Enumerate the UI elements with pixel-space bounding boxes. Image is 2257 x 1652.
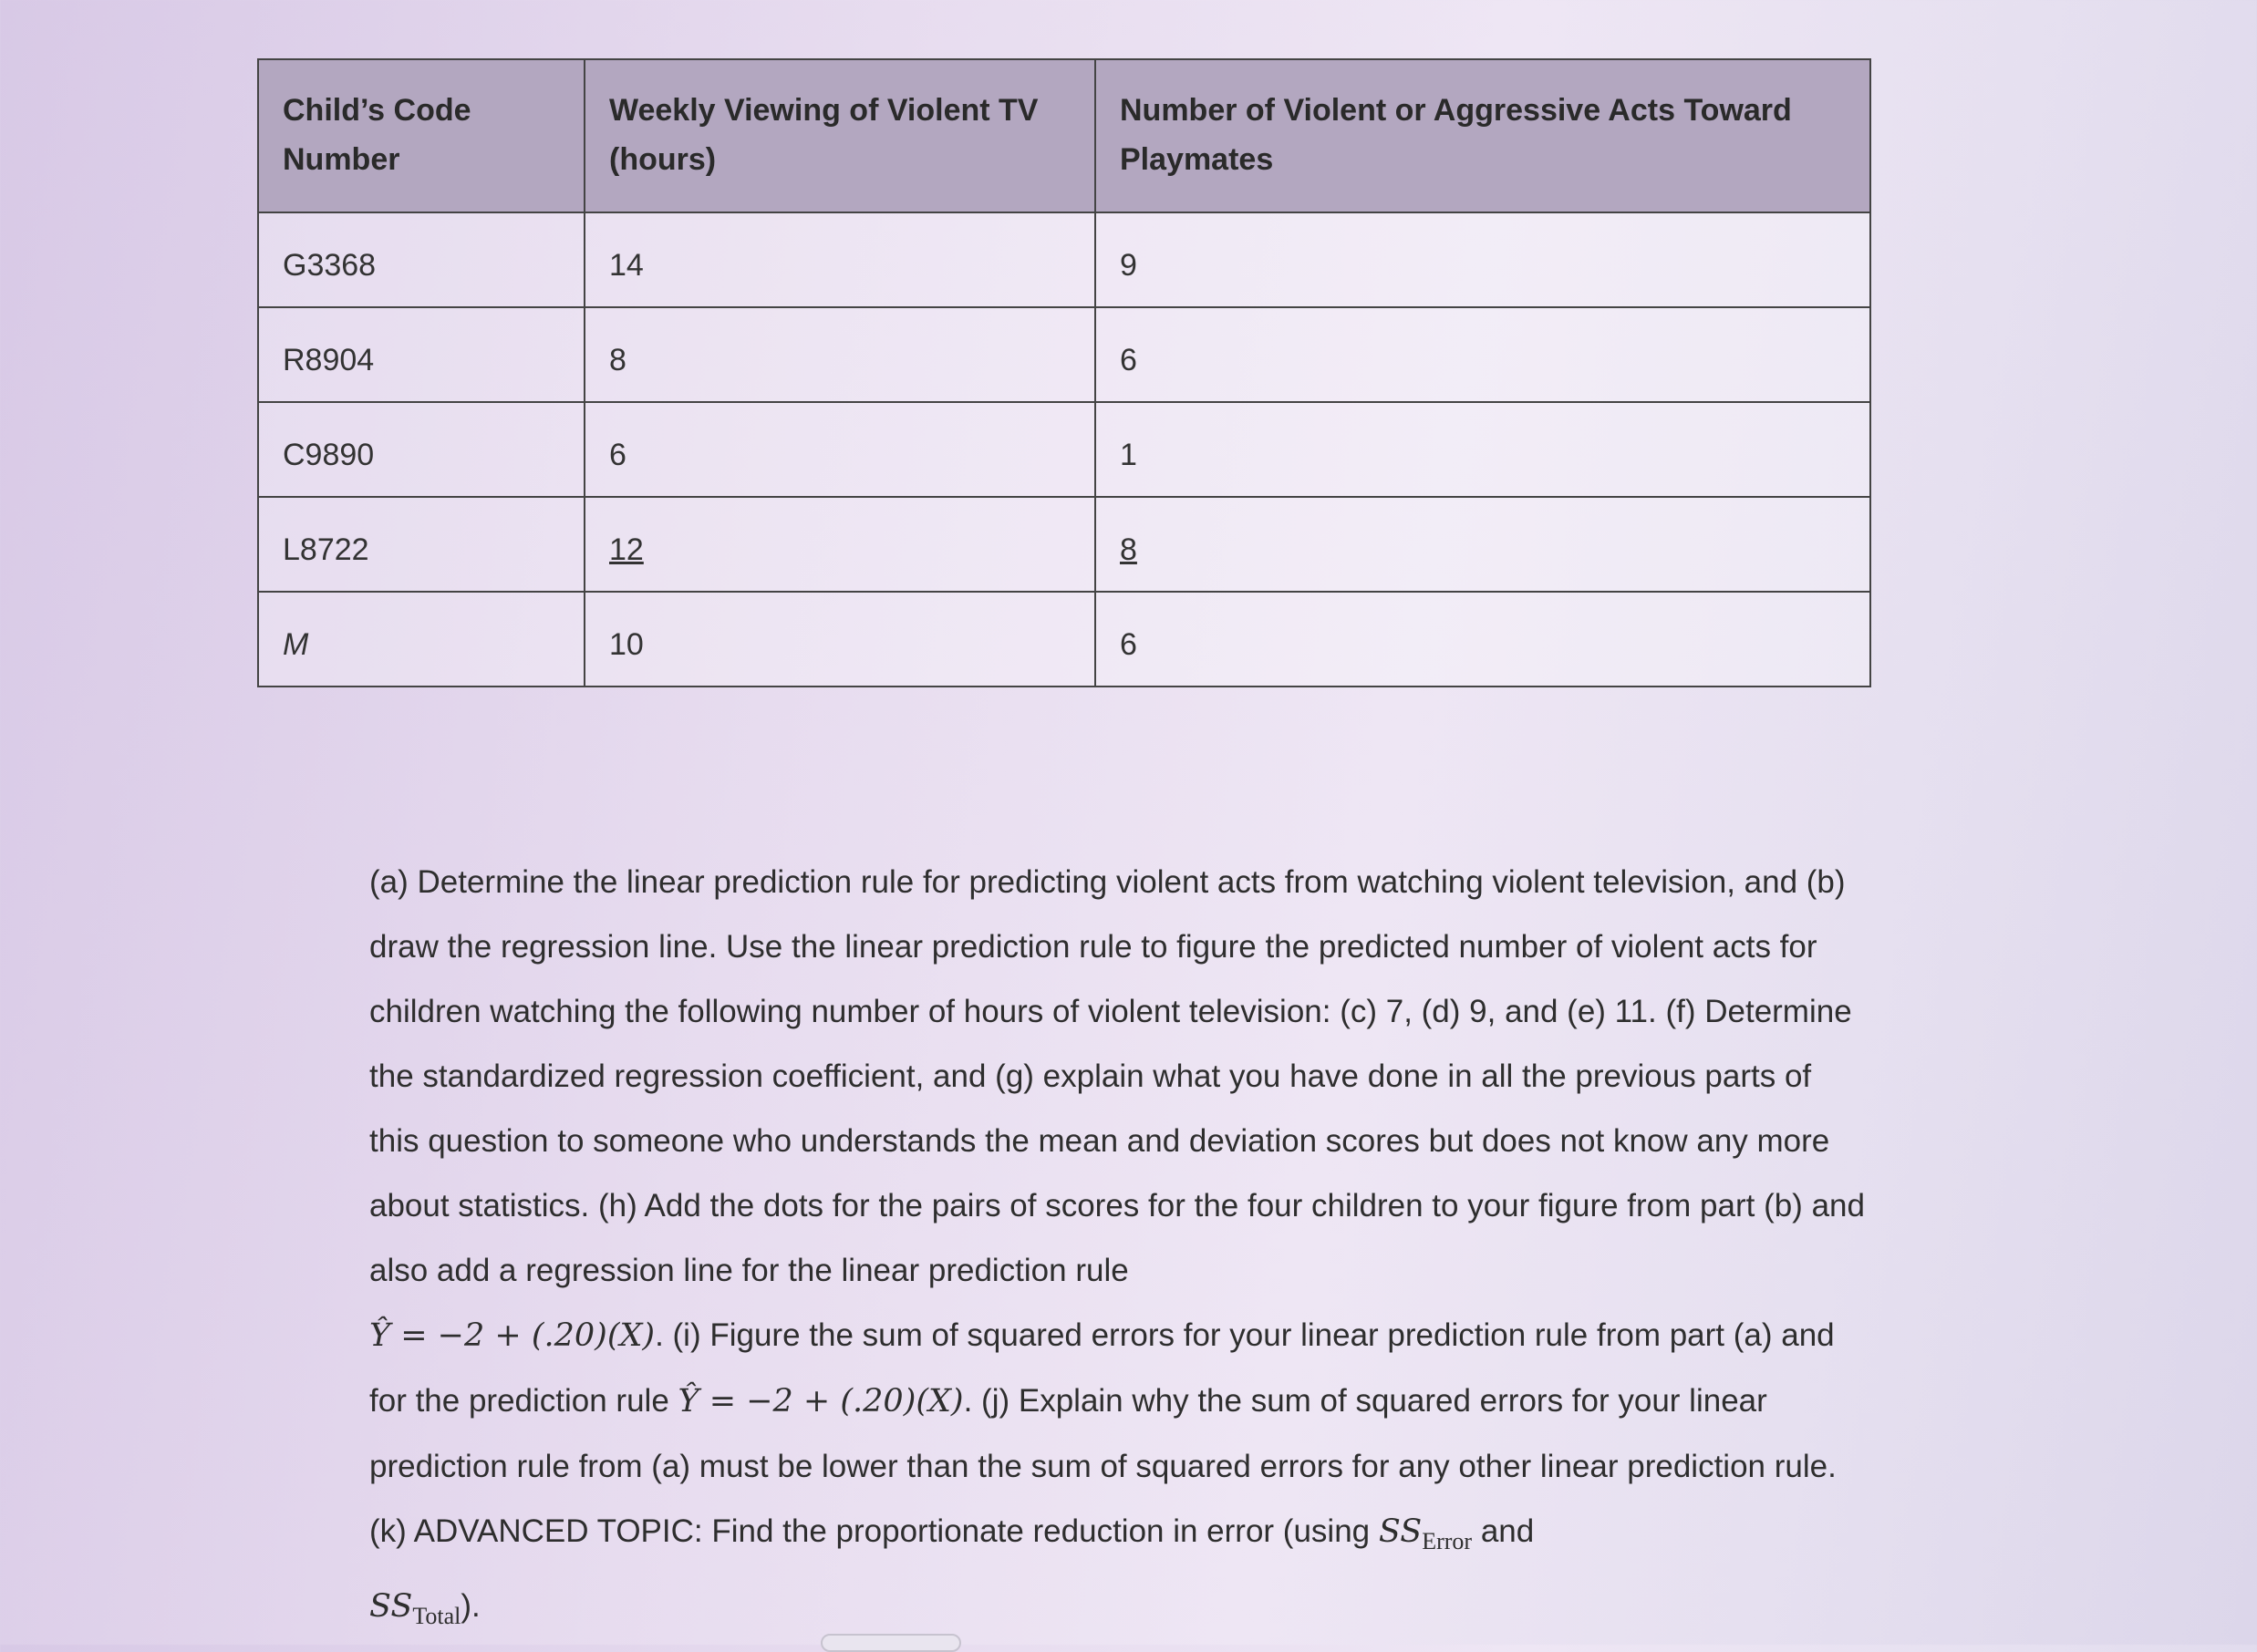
mean-row — [258, 592, 1870, 687]
table-header-row — [258, 59, 1870, 212]
data-table-container — [257, 58, 1869, 687]
question-end: ). — [461, 1588, 481, 1624]
question-part-i: . (i) Figure the sum of squared errors for your linear prediction rule from part (a) and for the prediction rule — [369, 1317, 1835, 1419]
ss-total-base: SS — [369, 1588, 413, 1625]
table-row — [258, 402, 1870, 497]
table-row — [258, 497, 1870, 592]
cell-hours: 6 — [585, 402, 1095, 497]
question-part-j-k: . (j) Explain why the sum of squared errors for your linear prediction rule from (a) must be lower than the sum of squared errors for any other linear prediction rule. (k) ADVANCED TOPIC: Find the proportionate reduction in error (using — [369, 1383, 1837, 1549]
mean-label-cell — [258, 592, 585, 687]
and-word: and — [1480, 1513, 1535, 1549]
table-row — [258, 307, 1870, 402]
prediction-rule-1: Ŷ = −2 + (.20)(X) — [369, 1317, 656, 1354]
mean-hours: 10 — [585, 592, 1095, 687]
bottom-handle — [821, 1634, 961, 1652]
cell-hours-value: 12 — [609, 532, 644, 567]
cell-acts — [1095, 497, 1870, 592]
mean-acts: 6 — [1095, 592, 1870, 687]
question-part-a-to-h: (a) Determine the linear prediction rule for predicting violent acts from watching violent television, and (b) draw the regression line. Use the linear prediction rule to figure the predicted number of violent acts for children watching the following number of hours of violent television: (c) 7, (d) 9, and (e) 11. (f) Determine the standardized regression coefficient, and (g) explain what you have done in all the previous parts of this question to someone who understands the mean and deviation scores but does not know any more about statistics. (h) Add the dots for the pairs of scores for the four children to your figure from part (b) and also add a regression line for the linear prediction rule — [369, 864, 1865, 1288]
question-paragraph — [369, 850, 1865, 1648]
ss-error-subscript: Error — [1422, 1528, 1473, 1554]
cell-hours — [585, 497, 1095, 592]
cell-code: R8904 — [258, 307, 585, 402]
cell-hours: 8 — [585, 307, 1095, 402]
ss-error-base: SS — [1378, 1513, 1423, 1550]
ss-total-subscript: Total — [412, 1603, 461, 1629]
header-weekly-viewing: Weekly Viewing of Violent TV (hours) — [585, 59, 1095, 212]
header-violent-acts: Number of Violent or Aggressive Acts Toward Playmates — [1095, 59, 1870, 212]
ss-error-symbol — [1378, 1513, 1473, 1554]
cell-acts-value: 8 — [1120, 532, 1137, 567]
ss-total-symbol — [369, 1588, 461, 1629]
cell-code: L8722 — [258, 497, 585, 592]
cell-acts: 6 — [1095, 307, 1870, 402]
cell-hours: 14 — [585, 212, 1095, 307]
prediction-rule-2: Ŷ = −2 + (.20)(X) — [678, 1383, 964, 1420]
table-row — [258, 212, 1870, 307]
cell-code: G3368 — [258, 212, 585, 307]
question-text — [369, 850, 1865, 1648]
cell-acts: 9 — [1095, 212, 1870, 307]
cell-code: C9890 — [258, 402, 585, 497]
header-child-code: Child’s Code Number — [258, 59, 585, 212]
data-table — [257, 58, 1871, 687]
cell-acts: 1 — [1095, 402, 1870, 497]
mean-label: M — [283, 627, 309, 662]
